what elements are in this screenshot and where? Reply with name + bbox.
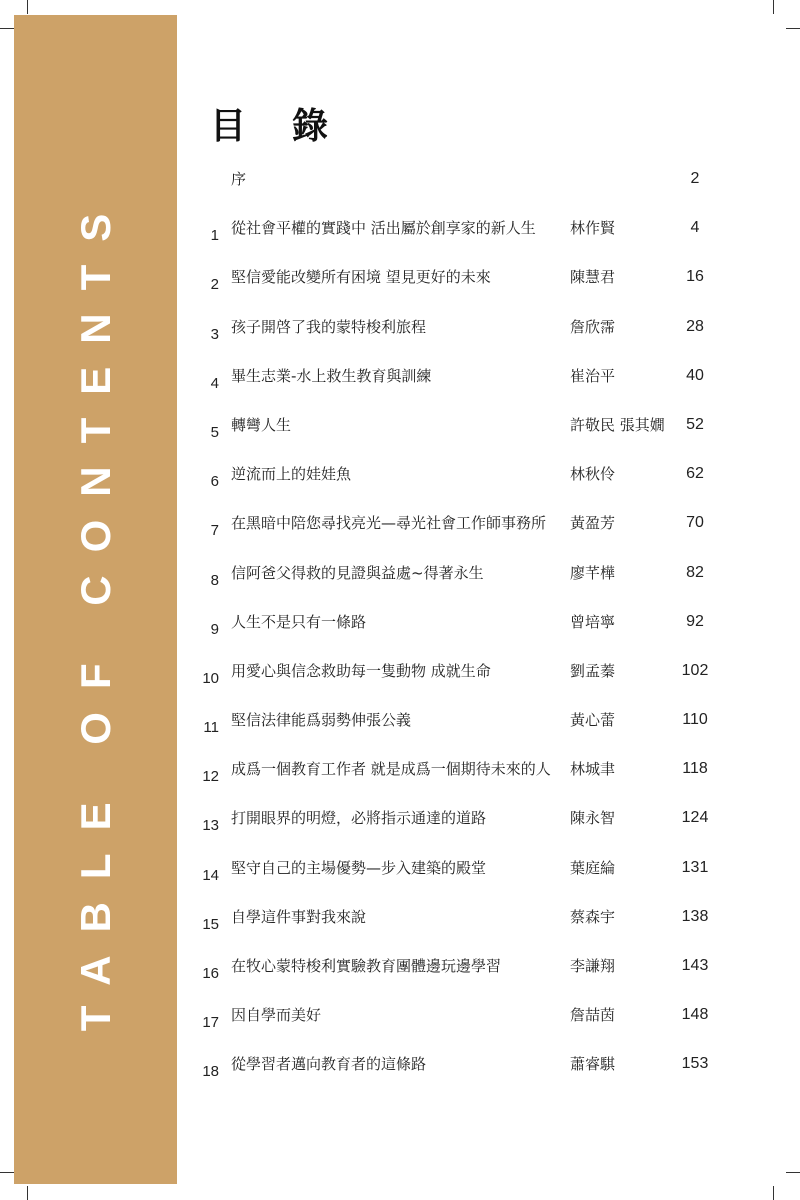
toc-row <box>195 799 735 848</box>
toc-entry-title: 自學這件事對我來說 <box>231 907 367 926</box>
toc-list <box>195 160 735 1095</box>
toc-entry-title: 堅信法律能爲弱勢伸張公義 <box>231 711 412 730</box>
toc-page-number: 16 <box>686 268 704 286</box>
toc-entry-title: 從社會平權的實踐中 活出屬於創享家的新人生 <box>231 219 536 238</box>
toc-author: 黃心蕾 <box>570 711 616 730</box>
toc-entry-title: 信阿爸父得救的見證與益處~得著永生 <box>231 563 484 582</box>
toc-entry-title: 序 <box>231 170 247 188</box>
toc-author: 詹喆茵 <box>570 1006 616 1025</box>
toc-author: 陳慧君 <box>570 268 616 287</box>
toc-page-number: 52 <box>686 415 704 433</box>
toc-row <box>195 849 735 898</box>
toc-author: 蔡森宇 <box>570 907 616 926</box>
toc-number: 1 <box>210 227 219 245</box>
toc-author: 許敬民 張其嫺 <box>570 415 665 434</box>
toc-number: 4 <box>210 374 219 392</box>
toc-page-number: 70 <box>686 514 704 532</box>
toc-entry-title: 從學習者邁向教育者的這條路 <box>231 1055 427 1074</box>
toc-row <box>195 1045 735 1094</box>
toc-entry-title: 堅守自己的主場優勢—步入建築的殿堂 <box>231 858 487 877</box>
toc-author: 林城聿 <box>570 760 616 779</box>
toc-author: 林作賢 <box>570 219 616 238</box>
toc-entry-title: 畢生志業-水上救生教育與訓練 <box>231 366 432 385</box>
toc-page-number: 118 <box>682 760 708 778</box>
toc-page-number: 153 <box>681 1055 709 1073</box>
crop-mark-right-top <box>786 28 800 29</box>
toc-number: 14 <box>202 866 219 884</box>
toc-page-number: 138 <box>681 907 709 925</box>
toc-author: 陳永智 <box>570 809 616 828</box>
page-title: 目錄 <box>210 106 375 147</box>
toc-page-number: 92 <box>686 612 704 630</box>
toc-entry-title: 孩子開啓了我的蒙特梭利旅程 <box>231 317 427 336</box>
toc-page-number: 28 <box>686 317 704 335</box>
toc-entry-title: 打開眼界的明燈，必將指示通達的道路 <box>231 809 487 828</box>
sidebar-vertical-label: TABLE OF CONTENTS <box>72 190 119 1032</box>
toc-row <box>195 898 735 947</box>
toc-row <box>195 701 735 750</box>
toc-author: 曾培寧 <box>570 612 616 631</box>
toc-page-number: 4 <box>690 219 700 237</box>
crop-mark-bottom-right <box>773 1186 774 1200</box>
toc-number: 18 <box>202 1063 219 1081</box>
toc-entry-title: 人生不是只有一條路 <box>231 612 367 631</box>
toc-number: 5 <box>210 423 219 441</box>
toc-number: 10 <box>202 669 219 687</box>
crop-mark-top-left <box>27 0 28 14</box>
toc-page-number: 2 <box>690 170 700 187</box>
toc-row <box>195 504 735 553</box>
crop-mark-left-bottom <box>0 1172 14 1173</box>
toc-number: 13 <box>202 817 219 835</box>
toc-row <box>195 554 735 603</box>
toc-author: 葉庭綸 <box>570 858 616 877</box>
toc-row <box>195 160 735 209</box>
toc-page-number: 40 <box>686 366 704 384</box>
toc-number: 12 <box>202 768 219 786</box>
toc-page-number: 124 <box>681 809 709 827</box>
toc-page-number: 148 <box>681 1006 709 1024</box>
toc-page-number: 131 <box>681 858 709 876</box>
toc-number: 7 <box>210 522 219 540</box>
toc-page-number: 62 <box>686 465 704 483</box>
toc-number: 15 <box>202 915 219 933</box>
crop-mark-right-bottom <box>786 1172 800 1173</box>
toc-author: 李謙翔 <box>570 957 616 975</box>
toc-row <box>195 455 735 504</box>
toc-row <box>195 750 735 799</box>
sidebar-band <box>14 15 177 1184</box>
toc-number: 9 <box>210 620 219 638</box>
toc-row <box>195 209 735 258</box>
toc-row <box>195 652 735 701</box>
crop-mark-bottom-left <box>27 1186 28 1200</box>
toc-row <box>195 603 735 652</box>
toc-entry-title: 成爲一個教育工作者 就是成爲一個期待未來的人 <box>231 760 551 779</box>
toc-number: 3 <box>210 325 219 343</box>
toc-entry-title: 堅信愛能改變所有困境 望見更好的未來 <box>231 268 491 287</box>
toc-entry-title: 在黑暗中陪您尋找亮光—尋光社會工作師事務所 <box>231 514 547 533</box>
toc-row <box>195 406 735 455</box>
crop-mark-top-right <box>773 0 774 14</box>
toc-author: 廖芊樺 <box>570 563 616 582</box>
toc-entry-title: 用愛心與信念救助每一隻動物 成就生命 <box>231 661 491 680</box>
toc-author: 詹欣霈 <box>570 317 616 336</box>
toc-entry-title: 轉彎人生 <box>231 415 292 434</box>
crop-mark-left-top <box>0 28 14 29</box>
toc-page-number: 102 <box>681 661 709 679</box>
toc-number: 6 <box>210 473 219 491</box>
toc-row <box>195 996 735 1045</box>
toc-author: 崔治平 <box>570 366 616 385</box>
toc-page-number: 110 <box>682 711 708 729</box>
toc-number: 11 <box>203 719 219 737</box>
toc-author: 劉孟蓁 <box>570 661 616 680</box>
toc-row <box>195 258 735 307</box>
toc-author: 黃盈芳 <box>570 514 616 533</box>
toc-row <box>195 947 735 996</box>
toc-number: 16 <box>202 965 219 982</box>
toc-page-number: 82 <box>686 563 704 581</box>
toc-number: 2 <box>210 276 219 294</box>
toc-number: 8 <box>210 571 219 589</box>
toc-author: 蕭睿騏 <box>570 1055 616 1074</box>
toc-entry-title: 在牧心蒙特梭利實驗教育團體邊玩邊學習 <box>231 957 502 975</box>
toc-page-number: 143 <box>681 957 709 974</box>
toc-author: 林秋伶 <box>570 465 616 484</box>
toc-row <box>195 357 735 406</box>
toc-entry-title: 逆流而上的娃娃魚 <box>231 465 352 484</box>
toc-row <box>195 308 735 357</box>
toc-entry-title: 因自學而美好 <box>231 1006 322 1025</box>
toc-number: 17 <box>202 1014 219 1032</box>
